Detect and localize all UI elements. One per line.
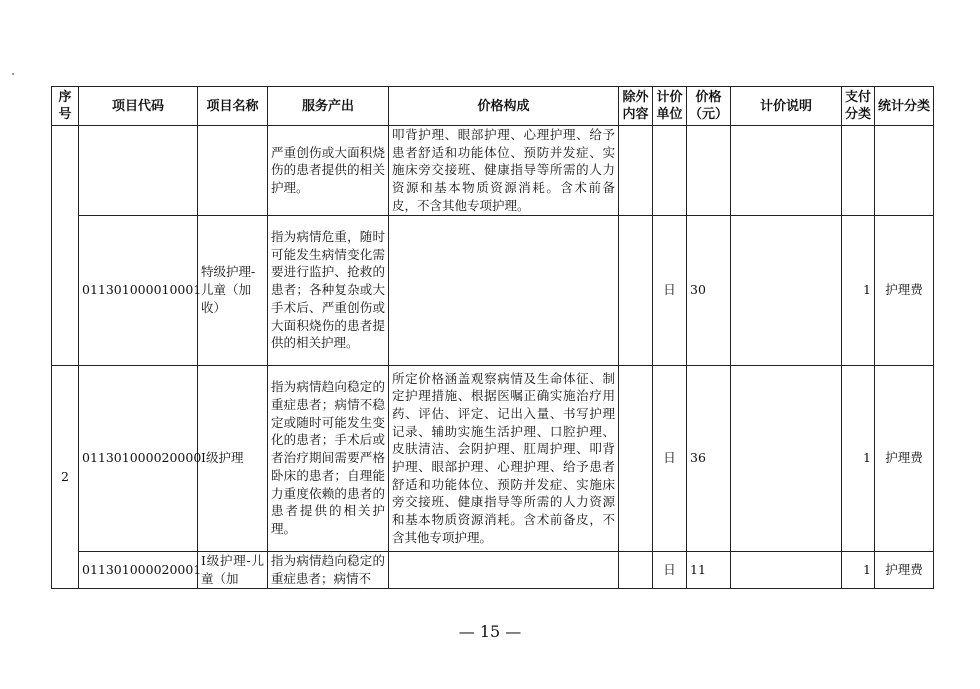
code-cell: 011301000020001 [79, 551, 198, 588]
header-excluded: 除外内容 [619, 87, 653, 126]
page-number: — 15 — [458, 622, 522, 641]
stat-cell: 护理费 [875, 215, 934, 365]
output-cell: 指为病情趋向稳定的重症患者；病情不 [268, 551, 389, 588]
header-output: 服务产出 [268, 87, 389, 126]
price-cell: 36 [687, 365, 731, 551]
table-row [52, 365, 934, 551]
stat-cell: 护理费 [875, 551, 934, 588]
unit-cell: 日 [653, 551, 687, 588]
composition-cell: 所定价格涵盖观察病情及生命体征、制定护理措施、根据医嘱正确实施治疗用药、评估、评定、记出入量、书写护理记录、辅助实施生活护理、口腔护理、皮肤清洁、会阴护理、肛周护理、叩背护理、眼部护理、心理护理、给予患者舒适和功能体位、预防并发症、实施床旁交接班、健康指导等所需的人力资源和基本物质资源消耗。含术前备皮，不含其他专项护理。 [389, 365, 619, 551]
price-cell: 30 [687, 215, 731, 365]
header-pay: 支付分类 [842, 87, 875, 126]
header-name: 项目名称 [198, 87, 268, 126]
header-composition: 价格构成 [389, 87, 619, 126]
unit-cell: 日 [653, 365, 687, 551]
header-note: 计价说明 [731, 87, 842, 126]
name-cell: Ⅰ级护理 [198, 365, 268, 551]
seq-cell-continued [52, 126, 79, 366]
pay-cell: 1 [842, 365, 875, 551]
header-unit: 计价单位 [653, 87, 687, 126]
seq-cell: 2 [52, 365, 79, 588]
output-cell: 指为病情危重，随时可能发生病情变化需要进行监护、抢救的患者；各种复杂或大手术后、严重创伤或大面积烧伤的患者提供的相关护理。 [268, 215, 389, 365]
output-cell: 严重创伤或大面积烧伤的患者提供的相关护理。 [268, 126, 389, 216]
header-price: 价格（元） [687, 87, 731, 126]
header-stat: 统计分类 [875, 87, 934, 126]
name-cell: Ⅰ级护理-儿童（加 [198, 551, 268, 588]
pricing-table [51, 86, 934, 589]
name-cell: 特级护理-儿童（加收） [198, 215, 268, 365]
output-cell: 指为病情趋向稳定的重症患者；病情不稳定或随时可能发生变化的患者；手术后或者治疗期间需要严格卧床的患者；自理能力重度依赖的患者的患者提供的相关护理。 [268, 365, 389, 551]
header-seq: 序号 [52, 87, 79, 126]
table-row [52, 551, 934, 588]
unit-cell: 日 [653, 215, 687, 365]
code-cell: 011301000010001 [79, 215, 198, 365]
header-row [52, 87, 934, 126]
pay-cell: 1 [842, 215, 875, 365]
scan-speck [12, 73, 14, 75]
code-cell: 011301000020000 [79, 365, 198, 551]
table-row [52, 215, 934, 365]
stat-cell: 护理费 [875, 365, 934, 551]
composition-cell: 叩背护理、眼部护理、心理护理、给予患者舒适和功能体位、预防并发症、实施床旁交接班、健康指导等所需的人力资源和基本物质资源消耗。含术前备皮，不含其他专项护理。 [389, 126, 619, 216]
pay-cell: 1 [842, 551, 875, 588]
price-cell: 11 [687, 551, 731, 588]
header-code: 项目代码 [79, 87, 198, 126]
table-row [52, 126, 934, 216]
